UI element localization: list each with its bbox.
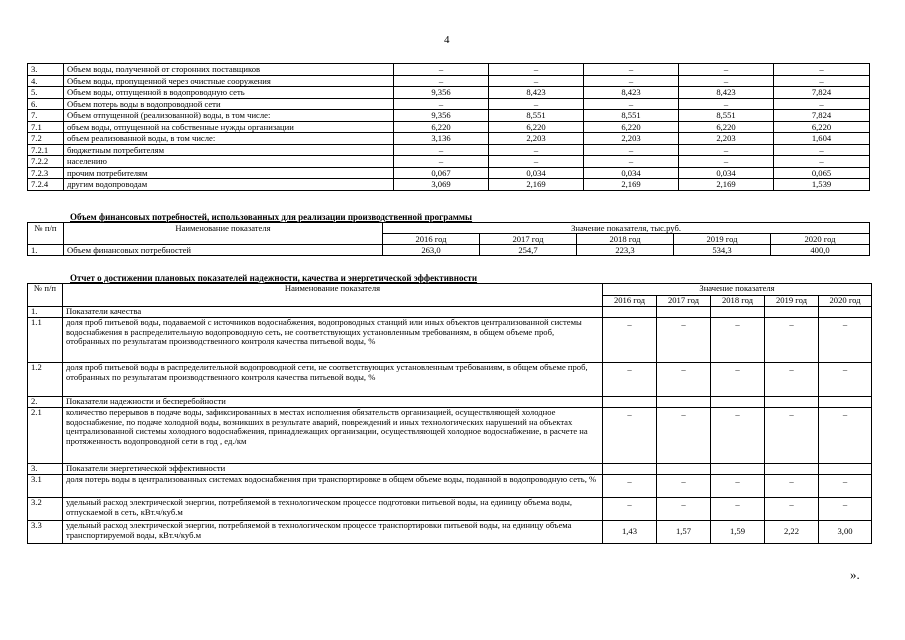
row-value: – <box>765 475 819 498</box>
table-row <box>28 498 872 521</box>
empty-cell <box>657 307 711 318</box>
row-value: 8,551 <box>679 110 774 122</box>
row-value: 2,169 <box>584 179 679 191</box>
row-value: – <box>584 144 679 156</box>
row-value: – <box>819 498 872 521</box>
row-num: 3.3 <box>28 521 63 544</box>
table-row <box>28 363 872 397</box>
year-header: 2018 год <box>711 295 765 307</box>
row-name: Объем отпущенной (реализованной) воды, в том числе: <box>64 110 394 122</box>
row-value: – <box>774 64 870 76</box>
row-value: – <box>765 318 819 363</box>
row-value: 2,22 <box>765 521 819 544</box>
row-value: 223,3 <box>577 245 674 256</box>
row-num: 3. <box>28 464 63 475</box>
row-name: прочим потребителям <box>64 167 394 179</box>
table-row <box>28 475 872 498</box>
empty-cell <box>765 307 819 318</box>
table-row <box>28 144 870 156</box>
row-value: 3,136 <box>394 133 489 145</box>
row-num: 1.2 <box>28 363 63 397</box>
row-num: 2.1 <box>28 408 63 464</box>
row-value: 9,356 <box>394 110 489 122</box>
table-row <box>28 133 870 145</box>
row-value: 6,220 <box>679 121 774 133</box>
section-row <box>28 397 872 408</box>
year-header: 2019 год <box>674 234 771 245</box>
row-num: 7.2.3 <box>28 167 64 179</box>
year-header: 2016 год <box>383 234 480 245</box>
row-name: объем реализованной воды, в том числе: <box>64 133 394 145</box>
row-name: доля проб питьевой воды, подаваемой с источников водоснабжения, водопроводных станций или иных объектов централизованной системы водоснабжения в распределительную водопроводную сеть, не соответствующих установленным требованиям, в общем объеме проб, отобранных по результатам производственного контроля качества питьевой воды, % <box>63 318 603 363</box>
empty-cell <box>603 464 657 475</box>
row-num: 7.2 <box>28 133 64 145</box>
year-header: 2017 год <box>657 295 711 307</box>
year-header: 2019 год <box>765 295 819 307</box>
row-name: другим водопроводам <box>64 179 394 191</box>
row-value: 0,034 <box>489 167 584 179</box>
row-value: – <box>584 98 679 110</box>
row-name: удельный расход электрической энергии, потребляемой в технологическом процессе транспортировки питьевой воды, на единицу объема транспортируемой воды, кВт.ч/куб.м <box>63 521 603 544</box>
table-row <box>28 179 870 191</box>
finance-table <box>27 222 870 256</box>
table-row <box>28 98 870 110</box>
empty-cell <box>711 397 765 408</box>
finance-section-title: Объем финансовых потребностей, использованных для реализации производственной программы <box>70 212 473 222</box>
indicators-table <box>27 283 872 544</box>
row-value: – <box>711 363 765 397</box>
row-value: – <box>679 156 774 168</box>
row-value: – <box>394 144 489 156</box>
closing-mark: ». <box>850 567 860 582</box>
row-value: 6,220 <box>489 121 584 133</box>
row-value: – <box>394 64 489 76</box>
section-row <box>28 464 872 475</box>
row-num: 3. <box>28 64 64 76</box>
empty-cell <box>603 307 657 318</box>
empty-cell <box>711 307 765 318</box>
row-value: 7,824 <box>774 87 870 99</box>
row-name: доля потерь воды в централизованных системах водоснабжения при транспортировке в общем объеме воды, поданной в водопроводную сеть, % <box>63 475 603 498</box>
row-value: 0,065 <box>774 167 870 179</box>
row-value: 2,203 <box>679 133 774 145</box>
row-num: 5. <box>28 87 64 99</box>
empty-cell <box>603 397 657 408</box>
row-num: 1. <box>28 307 63 318</box>
row-value: – <box>711 498 765 521</box>
row-value: 0,067 <box>394 167 489 179</box>
row-value: 263,0 <box>383 245 480 256</box>
row-value: 254,7 <box>480 245 577 256</box>
row-value: 3,00 <box>819 521 872 544</box>
empty-cell <box>657 464 711 475</box>
row-value: – <box>657 318 711 363</box>
water-balance-table <box>27 63 870 191</box>
table-row <box>28 110 870 122</box>
row-name: Объем воды, пропущенной через очистные сооружения <box>64 75 394 87</box>
row-name: объем воды, отпущенной на собственные нужды организации <box>64 121 394 133</box>
row-value: 1,43 <box>603 521 657 544</box>
row-value: – <box>657 498 711 521</box>
row-num: 1. <box>28 245 64 256</box>
row-value: – <box>584 64 679 76</box>
row-value: 1,59 <box>711 521 765 544</box>
empty-cell <box>819 464 872 475</box>
row-name: количество перерывов в подаче воды, зафиксированных в местах исполнения обязательств организацией, осуществляющей холодное водоснабжение, по подаче холодной воды, возникших в результате аварий, повреждений и иных технологических нарушений на объектах централизованной системы холодного водоснабжения, принадлежащих организации, осуществляющей холодное водоснабжение, в расчете на протяженность водопроводной сети в год , ед./км <box>63 408 603 464</box>
row-value: 1,57 <box>657 521 711 544</box>
row-value: – <box>603 475 657 498</box>
row-value: – <box>819 318 872 363</box>
row-value: – <box>679 75 774 87</box>
row-value: – <box>774 156 870 168</box>
row-num: 7. <box>28 110 64 122</box>
row-value: – <box>711 475 765 498</box>
row-value: 534,3 <box>674 245 771 256</box>
row-num: 7.2.1 <box>28 144 64 156</box>
section-heading: Показатели надежности и бесперебойности <box>63 397 603 408</box>
row-num: 7.1 <box>28 121 64 133</box>
table-row <box>28 318 872 363</box>
row-name: бюджетным потребителям <box>64 144 394 156</box>
row-value: – <box>603 498 657 521</box>
row-num: 7.2.4 <box>28 179 64 191</box>
row-value: – <box>679 144 774 156</box>
row-value: 6,220 <box>584 121 679 133</box>
table-row <box>28 87 870 99</box>
row-num: 3.1 <box>28 475 63 498</box>
row-value: – <box>489 156 584 168</box>
row-value: 400,0 <box>771 245 870 256</box>
empty-cell <box>765 464 819 475</box>
row-value: – <box>489 64 584 76</box>
row-num: 4. <box>28 75 64 87</box>
row-value: – <box>765 408 819 464</box>
year-header: 2020 год <box>819 295 872 307</box>
row-value: 2,169 <box>489 179 584 191</box>
row-value: 8,423 <box>489 87 584 99</box>
row-value: – <box>657 408 711 464</box>
row-value: 8,423 <box>584 87 679 99</box>
row-value: 9,356 <box>394 87 489 99</box>
row-name: Объем финансовых потребностей <box>64 245 383 256</box>
row-name: населению <box>64 156 394 168</box>
row-value: – <box>819 363 872 397</box>
row-value: 6,220 <box>394 121 489 133</box>
row-value: – <box>394 75 489 87</box>
section-heading: Показатели энергетической эффективности <box>63 464 603 475</box>
row-value: – <box>584 75 679 87</box>
row-value: 2,203 <box>489 133 584 145</box>
empty-cell <box>819 307 872 318</box>
row-value: – <box>603 318 657 363</box>
row-value: – <box>394 156 489 168</box>
row-value: 8,423 <box>679 87 774 99</box>
row-value: – <box>603 408 657 464</box>
empty-cell <box>765 397 819 408</box>
row-value: – <box>489 75 584 87</box>
row-value: – <box>489 98 584 110</box>
row-value: 1,539 <box>774 179 870 191</box>
section-heading: Показатели качества <box>63 307 603 318</box>
header-name: Наименование показателя <box>64 223 383 245</box>
row-value: – <box>584 156 679 168</box>
row-value: – <box>819 408 872 464</box>
row-value: – <box>819 475 872 498</box>
row-value: – <box>711 318 765 363</box>
row-name: доля проб питьевой воды в распределительной водопроводной сети, не соответствующих установленным требованиям, в общем объеме проб, отобранных по результатам производственного контроля качества питьевой воды, % <box>63 363 603 397</box>
row-name: Объем воды, отпущенной в водопроводную сеть <box>64 87 394 99</box>
table-row <box>28 521 872 544</box>
year-header: 2016 год <box>603 295 657 307</box>
table-row <box>28 121 870 133</box>
empty-cell <box>819 397 872 408</box>
row-value: – <box>603 363 657 397</box>
row-value: – <box>711 408 765 464</box>
row-value: – <box>657 475 711 498</box>
row-value: 1,604 <box>774 133 870 145</box>
row-value: 6,220 <box>774 121 870 133</box>
row-value: – <box>394 98 489 110</box>
year-header: 2017 год <box>480 234 577 245</box>
header-num: № п/п <box>28 223 64 245</box>
table-row <box>28 167 870 179</box>
table-row <box>28 408 872 464</box>
year-header: 2018 год <box>577 234 674 245</box>
row-value: – <box>774 144 870 156</box>
page-number: 4 <box>444 34 450 46</box>
empty-cell <box>657 397 711 408</box>
row-num: 3.2 <box>28 498 63 521</box>
table-row <box>28 75 870 87</box>
row-value: – <box>765 363 819 397</box>
row-num: 6. <box>28 98 64 110</box>
row-value: 8,551 <box>489 110 584 122</box>
row-name: удельный расход электрической энергии, потребляемой в технологическом процессе подготовки питьевой воды, на единицу объема воды, отпускаемой в сеть, кВт.ч/куб.м <box>63 498 603 521</box>
empty-cell <box>711 464 765 475</box>
header-value: Значение показателя, тыс.руб. <box>383 223 870 234</box>
row-value: – <box>679 98 774 110</box>
row-value: 2,169 <box>679 179 774 191</box>
row-value: – <box>679 64 774 76</box>
indicators-section-title: Отчет о достижении плановых показателей надежности, качества и энергетической эффективности <box>70 273 478 283</box>
header-name: Наименование показателя <box>63 284 603 307</box>
row-value: – <box>657 363 711 397</box>
row-num: 1.1 <box>28 318 63 363</box>
row-value: – <box>489 144 584 156</box>
row-value: – <box>774 98 870 110</box>
row-value: 7,824 <box>774 110 870 122</box>
row-value: – <box>774 75 870 87</box>
row-value: 3,069 <box>394 179 489 191</box>
table-row <box>28 245 870 256</box>
header-value: Значение показателя <box>603 284 872 296</box>
row-num: 2. <box>28 397 63 408</box>
row-name: Объем потерь воды в водопроводной сети <box>64 98 394 110</box>
header-num: № п/п <box>28 284 63 307</box>
table-row <box>28 156 870 168</box>
section-row <box>28 307 872 318</box>
row-value: 0,034 <box>679 167 774 179</box>
row-value: – <box>765 498 819 521</box>
row-value: 2,203 <box>584 133 679 145</box>
table-row <box>28 64 870 76</box>
row-value: 8,551 <box>584 110 679 122</box>
year-header: 2020 год <box>771 234 870 245</box>
row-num: 7.2.2 <box>28 156 64 168</box>
row-value: 0,034 <box>584 167 679 179</box>
row-name: Объем воды, полученной от сторонних поставщиков <box>64 64 394 76</box>
